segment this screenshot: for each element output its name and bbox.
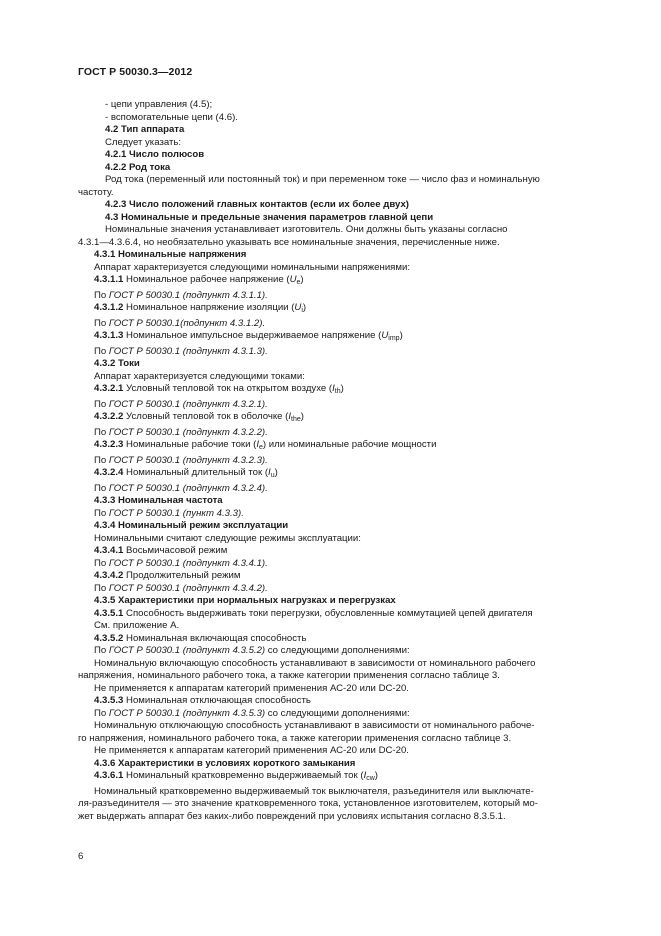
- text-line: [78, 811, 616, 824]
- text-run: 4.3 Номинальные и предельные значения параметров главной цепи: [105, 211, 434, 223]
- text-run: 4.3.3 Номинальная частота: [94, 495, 223, 506]
- clause-number: 4.3.2.1: [94, 383, 124, 394]
- clause-number: 4.3.4.2: [94, 570, 124, 581]
- text-run: ГОСТ Р 50030.1 (подпункт 4.3.2.2).: [108, 426, 268, 438]
- text-line: [78, 318, 616, 331]
- text-line: [78, 770, 616, 786]
- text-run: Условный тепловой ток на открытом воздухе (: [123, 383, 333, 394]
- clause-number: 4.3.1.3: [94, 330, 124, 341]
- text-line: [78, 439, 616, 455]
- text-run: По: [94, 345, 109, 357]
- text-run: По: [94, 507, 109, 519]
- text-run: ля-разъединителя — это значение кратковременного тока, установленное изготовителем, который мо-: [78, 798, 538, 809]
- text-run: I: [363, 770, 367, 781]
- text-run: 4.3.1—4.3.6.4, но необязательно указывать все номинальные значения, перечисленные ниже.: [78, 236, 500, 248]
- text-run: Восьмичасовой режим: [123, 545, 228, 556]
- text-run: ): [300, 274, 304, 285]
- text-run: Номинальное рабочее напряжение (: [123, 274, 290, 285]
- page-number: 6: [78, 851, 84, 862]
- text-line: [78, 620, 616, 633]
- text-line: [78, 786, 616, 799]
- text-run: ГОСТ Р 50030.1 (подпункт 4.3.4.1).: [108, 557, 268, 569]
- clause-number: 4.3.2.3: [94, 439, 124, 450]
- text-line: [78, 695, 616, 708]
- text-run: U: [381, 330, 389, 341]
- text-line: [78, 249, 616, 262]
- clause-number: 4.3.6.1: [94, 770, 124, 781]
- text-run: По: [94, 482, 109, 494]
- text-run: По: [94, 317, 109, 329]
- text-line: [78, 262, 616, 275]
- text-line: [78, 302, 616, 318]
- text-line: [78, 720, 616, 733]
- text-run: ГОСТ Р 50030.1 (подпункт 4.3.5.2): [108, 645, 266, 656]
- text-run: Способность выдерживать токи перегрузки, обусловленные коммутацией цепей двигателя: [123, 607, 533, 619]
- text-line: [78, 112, 616, 125]
- text-run: По: [94, 454, 109, 466]
- text-run: 4.3.1 Номинальные напряжения: [94, 249, 247, 260]
- text-run: Номинальная отключающая способность: [123, 695, 311, 706]
- text-line: [78, 670, 616, 683]
- text-run: ) или номинальные рабочие мощности: [262, 439, 437, 450]
- clause-number: 4.3.2.4: [94, 467, 124, 478]
- text-run: ): [340, 383, 344, 394]
- text-line: [78, 99, 616, 112]
- text-run: I: [332, 383, 335, 394]
- text-line: [78, 358, 616, 371]
- text-line: [78, 137, 616, 150]
- text-run: По: [94, 582, 109, 594]
- text-line: [78, 558, 616, 571]
- text-run: ГОСТ Р 50030.1 (подпункт 4.3.1.1).: [108, 289, 268, 301]
- text-run: I: [256, 439, 260, 450]
- text-line: [78, 508, 616, 521]
- text-run: I: [288, 411, 292, 422]
- subscript: e: [296, 279, 301, 286]
- text-run: 4.3.2 Токи: [94, 358, 140, 369]
- text-line: [78, 411, 616, 427]
- text-run: ГОСТ Р 50030.1 (пункт 4.3.3).: [108, 507, 244, 519]
- text-run: По: [94, 645, 109, 656]
- text-line: [78, 495, 616, 508]
- document-header: ГОСТ Р 50030.3—2012: [78, 66, 193, 78]
- text-line: [78, 383, 616, 399]
- text-line: [78, 745, 616, 758]
- subscript: cw: [366, 775, 375, 782]
- text-line: [78, 371, 616, 384]
- text-line: [78, 758, 616, 771]
- text-run: По: [94, 426, 109, 438]
- text-run: со следующими дополнениями:: [265, 645, 410, 656]
- text-run: Следует указать:: [105, 136, 182, 148]
- text-run: U: [294, 302, 302, 313]
- text-run: - вспомогательные цепи (4.6).: [105, 111, 238, 123]
- text-run: ): [399, 330, 403, 341]
- clause-number: 4.3.5.1: [94, 607, 124, 619]
- text-line: [78, 733, 616, 746]
- text-run: ГОСТ Р 50030.1 (подпункт 4.3.2.4).: [108, 482, 268, 494]
- text-run: Номинальную отключающую способность устанавливают в зависимости от номинального рабоче-: [94, 720, 535, 731]
- text-run: Не применяется к аппаратам категорий применения АС-20 или DC-20.: [94, 682, 409, 694]
- text-line: [78, 427, 616, 440]
- text-run: По: [94, 398, 109, 410]
- text-run: Номинальное импульсное выдерживаемое напряжение (: [123, 330, 382, 341]
- text-run: ГОСТ Р 50030.1(подпункт 4.3.1.2).: [108, 317, 266, 329]
- subscript: imp: [388, 335, 400, 342]
- text-run: Не применяется к аппаратам категорий применения АС-20 или DC-20.: [94, 745, 409, 756]
- text-run: 4.2.1 Число полюсов: [105, 149, 205, 160]
- text-run: По: [94, 707, 109, 719]
- subscript: th: [334, 388, 341, 395]
- text-run: Номинальные рабочие токи (: [123, 439, 257, 450]
- text-run: ): [302, 302, 307, 313]
- text-run: 4.3.4 Номинальный режим эксплуатации: [94, 520, 289, 531]
- text-line: [78, 346, 616, 359]
- text-run: го напряжения, номинального рабочего тока, а также категории применения согласно таблице 3.: [78, 732, 512, 744]
- text-line: [78, 520, 616, 533]
- text-run: ГОСТ Р 50030.1 (подпункт 4.3.2.1).: [108, 398, 268, 410]
- text-run: напряжения, номинального рабочего тока, а также категории применения согласно таблице 3.: [78, 670, 500, 681]
- text-run: По: [94, 289, 109, 301]
- text-line: [78, 483, 616, 496]
- text-run: Род тока (переменный или постоянный ток) и при переменном токе — число фаз и номинальную: [105, 174, 540, 185]
- text-line: [78, 237, 616, 250]
- document-body: [78, 99, 616, 823]
- text-line: [78, 708, 616, 721]
- text-run: Номинальными считают следующие режимы эксплуатации:: [94, 532, 361, 544]
- text-line: [78, 570, 616, 583]
- text-line: [78, 290, 616, 303]
- text-line: [78, 633, 616, 646]
- clause-number: 4.3.1.2: [94, 302, 124, 313]
- text-run: Номинальный длительный ток (: [123, 467, 269, 478]
- text-run: ГОСТ Р 50030.1 (подпункт 4.3.1.3).: [108, 345, 268, 357]
- text-line: [78, 658, 616, 671]
- text-run: 4.3.6 Характеристики в условиях короткого замыкания: [94, 757, 356, 769]
- text-run: I: [268, 467, 271, 478]
- text-line: [78, 212, 616, 225]
- text-line: [78, 199, 616, 212]
- text-run: Номинальное напряжение изоляции (: [123, 302, 295, 313]
- text-run: Продолжительный режим: [123, 570, 241, 581]
- text-line: [78, 162, 616, 175]
- text-run: Номинальную включающую способность устанавливают в зависимости от номинального рабочего: [94, 657, 536, 669]
- text-run: со следующими дополнениями:: [265, 707, 410, 719]
- text-line: [78, 149, 616, 162]
- text-line: [78, 330, 616, 346]
- text-line: [78, 224, 616, 237]
- text-line: [78, 645, 616, 658]
- text-line: [78, 533, 616, 546]
- text-run: ): [300, 411, 304, 422]
- subscript: e: [259, 444, 263, 451]
- text-run: U: [289, 274, 297, 285]
- text-run: - цепи управления (4.5);: [105, 99, 213, 110]
- subscript: i: [301, 307, 303, 314]
- text-line: [78, 798, 616, 811]
- subscript: u: [270, 472, 275, 479]
- text-run: 4.2.2 Род тока: [105, 161, 171, 173]
- text-run: ГОСТ Р 50030.1 (подпункт 4.3.5.3): [108, 707, 266, 719]
- text-run: 4.3.5 Характеристики при нормальных нагрузках и перегрузках: [94, 595, 396, 606]
- text-line: [78, 455, 616, 468]
- text-run: ГОСТ Р 50030.1 (подпункт 4.3.2.3).: [108, 454, 268, 466]
- clause-number: 4.3.4.1: [94, 545, 124, 556]
- clause-number: 4.3.5.3: [94, 695, 124, 706]
- text-run: жет выдержать аппарат без каких-либо повреждений при условиях испытания согласно 8.3.5.1.: [78, 810, 506, 822]
- text-line: [78, 187, 616, 200]
- text-run: Условный тепловой ток в оболочке (: [123, 411, 289, 422]
- text-line: [78, 595, 616, 608]
- clause-number: 4.3.2.2: [94, 411, 124, 422]
- text-run: 4.2.3 Число положений главных контактов (если их более двух): [105, 199, 409, 210]
- text-line: [78, 274, 616, 290]
- text-run: См. приложение А.: [94, 620, 180, 631]
- text-line: [78, 174, 616, 187]
- text-run: Номинальные значения устанавливает изготовитель. Они должны быть указаны согласно: [105, 224, 508, 235]
- clause-number: 4.3.1.1: [94, 274, 124, 285]
- text-line: [78, 683, 616, 696]
- text-run: ): [374, 770, 378, 781]
- text-run: По: [94, 557, 109, 569]
- text-line: [78, 583, 616, 596]
- text-run: Аппарат характеризуется следующими токами:: [94, 370, 305, 382]
- text-run: 4.2 Тип аппарата: [105, 124, 185, 135]
- subscript: the: [291, 416, 301, 423]
- text-line: [78, 545, 616, 558]
- text-line: [78, 608, 616, 621]
- text-run: ГОСТ Р 50030.1 (подпункт 4.3.4.2).: [108, 582, 268, 594]
- text-run: Аппарат характеризуется следующими номинальными напряжениями:: [94, 261, 410, 273]
- text-run: Номинальная включающая способность: [123, 632, 307, 644]
- text-run: частоту.: [78, 186, 114, 198]
- text-run: Номинальный кратковременно выдерживаемый ток (: [123, 770, 364, 781]
- text-run: Номинальный кратковременно выдерживаемый ток выключателя, разъединителя или выключате-: [94, 785, 534, 797]
- text-line: [78, 399, 616, 412]
- text-line: [78, 124, 616, 137]
- text-line: [78, 467, 616, 483]
- clause-number: 4.3.5.2: [94, 632, 124, 644]
- text-run: ): [274, 467, 278, 478]
